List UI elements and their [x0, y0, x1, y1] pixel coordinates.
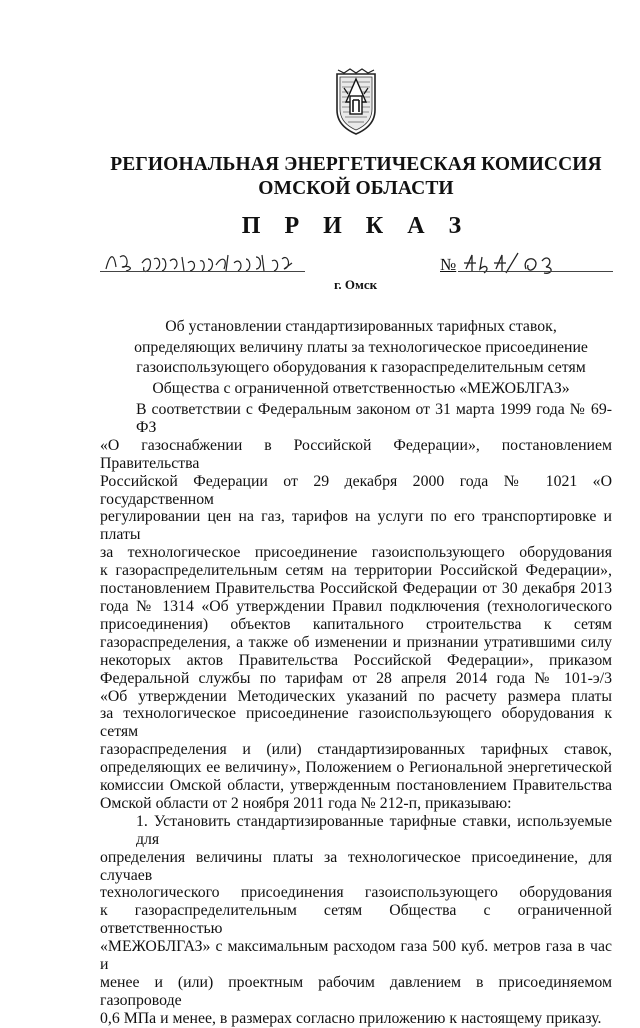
number-underline	[458, 271, 613, 272]
organization-name-line-2: ОМСКОЙ ОБЛАСТИ	[258, 178, 454, 199]
order-body	[100, 401, 612, 1028]
body-line: Омской области от 2 ноября 2011 года № 212-п, приказываю:	[100, 794, 512, 812]
subject-line: определяющих величину платы за технологическое присоединение	[134, 338, 588, 356]
order-subject	[96, 317, 626, 399]
body-line: постановлением Правительства Российской Федерации от 30 декабря 2013	[100, 580, 612, 598]
subject-line: Об установлении стандартизированных тарифных ставок,	[165, 318, 557, 335]
body-line: «О газоснабжении в Российской Федерации», постановлением Правительства	[100, 436, 612, 472]
body-line: «МЕЖОБЛГАЗ» с максимальным расходом газа 500 куб. метров газа в час и	[100, 938, 612, 974]
date-underline	[100, 271, 305, 272]
body-line: определяющих ее величину», Положением о Региональной энергетической	[100, 759, 612, 777]
subject-line: газоиспользующего оборудования к газораспределительным сетям	[136, 359, 586, 376]
body-line: некоторых актов Правительства Российской Федерации», приказом	[100, 651, 612, 669]
document-type-title: П Р И К А З	[241, 213, 471, 239]
organization-name-line-1: РЕГИОНАЛЬНАЯ ЭНЕРГЕТИЧЕСКАЯ КОМИССИЯ	[110, 154, 602, 175]
body-line: присоединения) объектов капитального строительства к сетям	[100, 615, 612, 633]
body-line: 0,6 МПа и менее, в размерах согласно приложению к настоящему приказу.	[100, 1009, 602, 1027]
body-line: 1. Установить стандартизированные тарифные ставки, используемые для	[136, 812, 612, 848]
body-line: Российской Федерации от 29 декабря 2000 года № 1021 «О государственном	[100, 472, 612, 508]
coat-of-arms-emblem	[334, 66, 378, 136]
body-line: к газораспределительным сетям Общества с ограниченной ответственностью	[100, 902, 612, 938]
body-line: газораспределения и (или) стандартизированных тарифных ставок,	[100, 741, 612, 759]
subject-line: Общества с ограниченной ответственностью «МЕЖОБЛГАЗ»	[152, 379, 570, 397]
body-line: комиссии Омской области, утвержденным постановлением Правительства	[100, 777, 612, 795]
body-line: «Об утверждении Методических указаний по расчету размера платы	[100, 687, 612, 705]
body-line: к газораспределительным сетям на территории Российской Федерации»,	[100, 562, 612, 580]
body-line: года № 1314 «Об утверждении Правил подключения (технологического	[100, 597, 612, 615]
body-line: за технологическое присоединение газоиспользующего оборудования к сетям	[100, 705, 612, 741]
body-line: за технологическое присоединение газоиспользующего оборудования	[100, 544, 612, 562]
body-line: В соответствии с Федеральным законом от 31 марта 1999 года № 69-ФЗ	[136, 401, 612, 436]
number-label: №	[440, 255, 457, 274]
body-line: менее и (или) проектным рабочим давлением в присоединяемом газопроводе	[100, 974, 612, 1009]
city-label: г. Омск	[334, 277, 378, 292]
body-line: регулировании цен на газ, тарифов на услуги по его транспортировке и платы	[100, 508, 612, 544]
body-line: определения величины платы за технологическое присоединение, для случаев	[100, 848, 612, 884]
body-line: газораспределения, а также об изменении и признании утратившими силу	[100, 633, 612, 651]
body-line: технологического присоединения газоиспользующего оборудования	[100, 884, 612, 902]
body-line: Федеральной службы по тарифам от 28 апреля 2014 года № 101-э/3	[100, 669, 612, 687]
